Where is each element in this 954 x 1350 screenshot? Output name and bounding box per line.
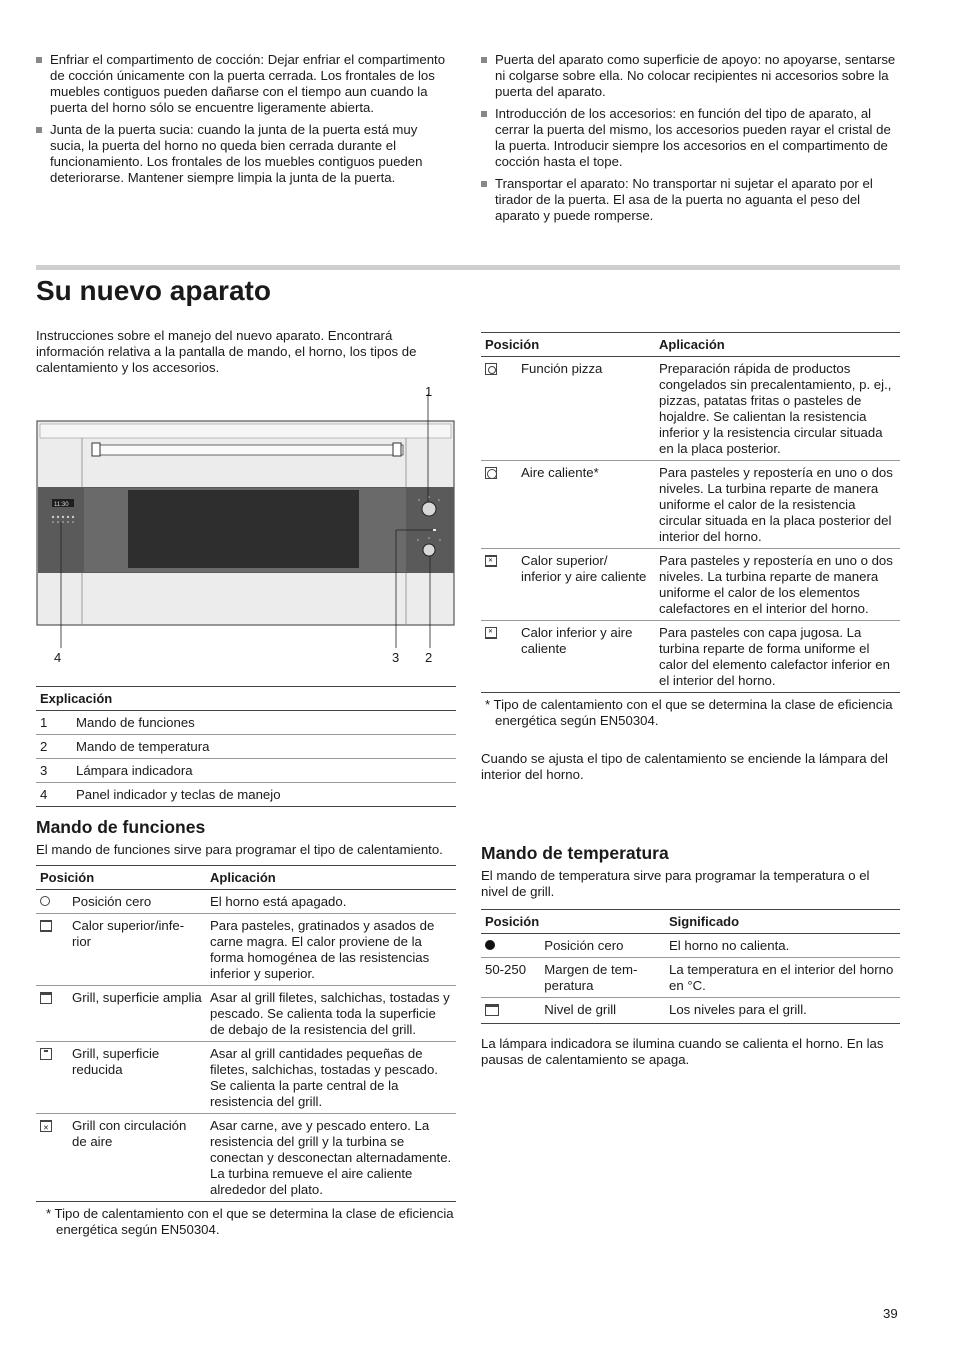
table-row: 4 Panel indicador y teclas de manejo	[36, 783, 456, 807]
grill-small-icon	[40, 1048, 52, 1060]
callout-2: 2	[425, 650, 433, 665]
page-number: 39	[883, 1306, 898, 1321]
right-functions-table-section	[481, 332, 900, 783]
lamp-text: Cuando se ajusta el tipo de calentamiento se enciende la lámpara del interior del horno.	[481, 751, 888, 782]
mando-funciones-desc: El mando de funciones sirve para programar el tipo de calentamiento.	[36, 842, 443, 857]
table-row: 2 Mando de temperatura	[36, 735, 456, 759]
mando-funciones-section	[36, 816, 456, 1238]
oven-diagram	[36, 384, 456, 674]
table-row: ✕ Calor inferior y aire caliente Para pasteles con capa jugosa. La turbina reparte de forma uniforme el calor del elemento calefactor inferior en el interior del horno.	[481, 621, 900, 693]
mando-temperatura-desc: El mando de temperatura sirve para programar la temperatura o el nivel de grill.	[481, 868, 870, 899]
table-row: Función pizza Preparación rápida de productos congelados sin precalentamiento, p. ej., pizzas, patatas fritas o pasteles de hojaldre. Se calientan la resistencia inferior y la resistencia circular situada en la placa posterior.	[481, 357, 900, 461]
bullet: Transportar el aparato: No transportar ni sujetar el aparato por el tirador de la puerta. El asa de la puerta no aguanta el peso del aparato y puede romperse.	[481, 176, 901, 224]
table-row: Calor superior/infe-rior Para pasteles, gratinados y asados de carne magra. El calor proviene de la forma homogénea de las resistencias inferior y superior.	[36, 914, 456, 986]
callout-1: 1	[425, 384, 433, 399]
top-bottom-fan-icon: ✕	[485, 555, 497, 567]
explicacion-table	[36, 686, 456, 807]
top-bullets-right	[481, 52, 901, 230]
table-row: Posición cero El horno no calienta.	[481, 934, 900, 958]
temperatura-table: Posición Significado Posición cero El horno no calienta. 50-250 Margen de tem-peratura La temperatura en el interior del horno en °C. Nivel de grill Los niveles para el grill.	[481, 909, 900, 1024]
table-row: 1 Mando de funciones	[36, 711, 456, 735]
explicacion-header: Explicación	[36, 687, 456, 711]
mando-temperatura-title: Mando de temperatura	[481, 843, 669, 863]
pizza-icon	[485, 363, 497, 375]
table-row: Nivel de grill Los niveles para el grill.	[481, 998, 900, 1024]
table-row: 50-250 Margen de tem-peratura La temperatura en el interior del horno en °C.	[481, 958, 900, 998]
table-row: 3 Lámpara indicadora	[36, 759, 456, 783]
bottom-fan-icon: ✕	[485, 627, 497, 639]
table-row: Posición cero El horno está apagado.	[36, 890, 456, 914]
right-functions-table: Posición Aplicación Función pizza Preparación rápida de productos congelados sin precalentamiento, p. ej., pizzas, patatas fritas o pasteles de hojaldre. Se calientan la resistencia inferior y la resistencia circular situada en la placa posterior. Aire caliente* Para pasteles y repostería en uno o dos niveles. La turbina reparte de manera uniforme el calor de la resistencia circular situada en la placa posterior del interior del horno. ✕ Calor superior/ inferior y aire caliente Para pasteles y repostería en uno o dos niveles. La turbina reparte de manera uniforme el calor de los elementos calefactores en el interior del horno. ✕ Calor inferior y aire caliente Para pasteles con capa jugosa. La turbina reparte de forma uniforme el calor del elemento calefactor inferior en el interior del horno.	[481, 332, 900, 693]
oven-illustration	[36, 384, 456, 674]
funciones-note: * Tipo de calentamiento con el que se determina la clase de eficiencia energética según EN50304.	[46, 1206, 454, 1237]
right-table-note: * Tipo de calentamiento con el que se determina la clase de eficiencia energética según EN50304.	[485, 697, 893, 728]
bullet: Junta de la puerta sucia: cuando la junta de la puerta está muy sucia, la puerta del horno no queda bien cerrada durante el funcionamiento. Los frontales de los muebles contiguos pueden deteriorarse. Mantener siempre limpia la junta de la puerta.	[36, 122, 446, 186]
display-readout: 11:30	[54, 502, 69, 508]
mando-funciones-title: Mando de funciones	[36, 817, 206, 837]
table-row: Grill, superficie amplia Asar al grill filetes, salchichas, tostadas y pescado. Se calienta toda la superficie de debajo de la resistencia del grill.	[36, 986, 456, 1042]
intro-text: Instrucciones sobre el manejo del nuevo aparato. Encontrará información relativa a la pantalla de mando, el horno, los tipos de calentamiento y los accesorios.	[36, 328, 417, 375]
grill-wide-icon	[40, 992, 52, 1004]
table-row: ✕ Calor superior/ inferior y aire caliente Para pasteles y repostería en uno o dos niveles. La turbina reparte de manera uniforme el calor de los elementos calefactores en el interior del horno.	[481, 549, 900, 621]
funciones-table: Posición Aplicación Posición cero El horno está apagado. Calor superior/infe-rior Para pasteles, gratinados y asados de carne magra. El calor proviene de la forma homogénea de las resistencias inferior y superior. Grill, superficie amplia Asar al grill filetes, salchichas, tostadas y pescado. Se calienta toda la superficie de debajo de la resistencia del grill. Grill, superficie reducida Asar al grill cantidades pequeñas de filetes, salchichas, tostadas y pescado. Se calienta la parte central de la resistencia del grill. ✕ Grill con circulación de aire Asar carne, ave y pescado entero. La resistencia del grill y la turbina se conectan y desconectan alternadamente. La turbina remueve el aire caliente alrededor del plato.	[36, 865, 456, 1202]
table-row: ✕ Grill con circulación de aire Asar carne, ave y pescado entero. La resistencia del grill y la turbina se conectan y desconectan alternadamente. La turbina remueve el aire caliente alrededor del plato.	[36, 1114, 456, 1202]
top-bullets-left	[36, 52, 446, 192]
circle-icon	[40, 896, 50, 906]
hot-air-icon	[485, 467, 497, 479]
bullet: Puerta del aparato como superficie de apoyo: no apoyarse, sentarse ni colgarse sobre ella. No colocar recipientes ni accesorios sobre la puerta del aparato.	[481, 52, 901, 100]
bullet: Introducción de los accesorios: en función del tipo de aparato, al cerrar la puerta del mismo, los accesorios pueden rayar el cristal de la puerta. Introducir siempre los accesorios en el compartimento de cocción hasta el tope.	[481, 106, 901, 170]
grill-fan-icon: ✕	[40, 1120, 52, 1132]
dot-icon	[485, 940, 495, 950]
grill-level-icon	[485, 1004, 499, 1016]
mando-temperatura-section	[481, 842, 900, 1068]
top-bottom-heat-icon	[40, 920, 52, 932]
section-title: Su nuevo aparato	[36, 275, 271, 306]
callout-3: 3	[392, 650, 400, 665]
table-row: Aire caliente* Para pasteles y repostería en uno o dos niveles. La turbina reparte de manera uniforme el calor de la resistencia circular situada en la placa posterior del interior del horno.	[481, 461, 900, 549]
table-row: Grill, superficie reducida Asar al grill cantidades pequeñas de filetes, salchichas, tostadas y pescado. Se calienta la parte central de la resistencia del grill.	[36, 1042, 456, 1114]
bullet: Enfriar el compartimento de cocción: Dejar enfriar el compartimento de cocción únicamente con la puerta cerrada. Los frontales de los muebles contiguos pueden dañarse con el tiempo aun cuando la puerta del horno sólo se encuentre ligeramente abierta.	[36, 52, 446, 116]
section-rule	[36, 265, 900, 270]
indicator-text: La lámpara indicadora se ilumina cuando se calienta el horno. En las pausas de calentamiento se apaga.	[481, 1036, 884, 1067]
callout-4: 4	[54, 650, 62, 665]
